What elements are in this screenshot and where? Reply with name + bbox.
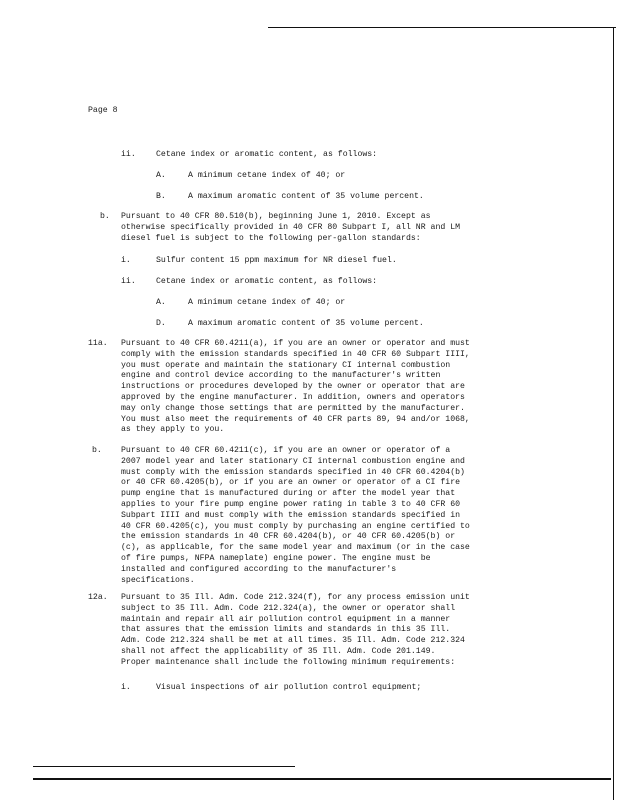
item-b1-paragraph [121, 212, 460, 244]
item-b1-D-number: D. [156, 319, 166, 328]
item-11a-line: engine and control device according to the manufacturer's written [121, 371, 441, 381]
item-12a-line: Pursuant to 35 Ill. Adm. Code 212.324(f), for any process emission unit [121, 593, 470, 602]
item-ii-B-text: A maximum aromatic content of 35 volume percent. [188, 192, 424, 201]
item-b1-A-number: A. [156, 298, 166, 307]
right-edge-rule [613, 27, 614, 800]
item-b2-line: installed and configured according to the manufacturer's [121, 564, 397, 574]
item-b2-line: or 40 CFR 60.4205(b), or if you are an owner or operator of a CI fire [121, 478, 461, 488]
bottom-rule-short [33, 766, 295, 767]
item-11a-line: instructions or procedures developed by the owner or operator that are [121, 382, 465, 392]
item-ii-A-text: A minimum cetane index of 40; or [188, 171, 346, 180]
item-b1-i-number: i. [121, 256, 131, 265]
item-12a-line: that assures that the emission limits and standards in this 35 Ill. [121, 625, 451, 635]
item-b1-D-text: A maximum aromatic content of 35 volume percent. [188, 319, 424, 328]
item-11a-paragraph [121, 339, 470, 436]
item-b2-line: pump engine that is manufactured during or after the model year that [121, 489, 456, 499]
item-12a-i-number: i. [121, 683, 131, 692]
item-11a-line: may only change those settings that are permitted by the manufacturer. [121, 403, 465, 413]
item-b1-number: b. [100, 212, 110, 221]
item-11a-line: approved by the engine manufacturer. In addition, owners and operators [121, 392, 465, 402]
item-b2-line: applies to your fire pump engine power rating in table 3 to 40 CFR 60 [121, 499, 461, 509]
item-b1-ii-number: ii. [121, 277, 136, 286]
item-12a-line: subject to 35 Ill. Adm. Code 212.324(a), the owner or operator shall [121, 603, 456, 613]
item-11a-line: Pursuant to 40 CFR 60.4211(a), if you are an owner or operator and must [121, 339, 470, 348]
item-b2-number: b. [92, 446, 102, 455]
item-12a-line: Proper maintenance shall include the following minimum requirements: [121, 657, 456, 667]
item-b1-A-text: A minimum cetane index of 40; or [188, 298, 346, 307]
item-12a-paragraph [121, 593, 470, 669]
item-12a-number: 12a. [88, 593, 108, 602]
item-b2-paragraph [121, 446, 470, 586]
item-b2-line: must comply with the emission standards specified in 40 CFR 60.4204(b) [121, 467, 465, 477]
item-ii-text: Cetane index or aromatic content, as follows: [156, 150, 378, 159]
item-ii-B-number: B. [156, 192, 166, 201]
item-11a-line: comply with the emission standards specified in 40 CFR 60 Subpart IIII, [121, 349, 470, 359]
top-rule [268, 27, 616, 28]
item-b1-line: otherwise specifically provided in 40 CFR 80 Subpart I, all NR and LM [121, 222, 461, 232]
item-b2-line: (c), as applicable, for the same model year and maximum (or in the case [121, 543, 470, 553]
item-b2-line: Pursuant to 40 CFR 60.4211(c), if you are an owner or operator of a [121, 446, 451, 455]
item-b2-line: of fire pumps, NFPA nameplate) engine power. The engine must be [121, 553, 431, 563]
item-b2-line: specifications. [121, 575, 195, 585]
item-12a-i-text: Visual inspections of air pollution control equipment; [156, 683, 422, 692]
item-b1-ii-text: Cetane index or aromatic content, as follows: [156, 277, 378, 286]
item-11a-line: you must operate and maintain the stationary CI internal combustion [121, 360, 451, 370]
bottom-rule [33, 778, 611, 780]
item-b2-line: 40 CFR 60.4205(c), you must comply by purchasing an engine certified to [121, 521, 470, 531]
item-12a-line: Adm. Code 212.324 shall be met at all times. 35 Ill. Adm. Code 212.324 [121, 636, 465, 646]
item-11a-line: as they apply to you. [121, 425, 225, 435]
item-b2-line: Subpart IIII and must comply with the emission standards specified in [121, 510, 461, 520]
item-11a-line: You must also meet the requirements of 40 CFR parts 89, 94 and/or 1068, [121, 414, 470, 424]
item-12a-line: maintain and repair all air pollution control equipment in a manner [121, 614, 451, 624]
item-b1-line: Pursuant to 40 CFR 80.510(b), beginning June 1, 2010. Except as [121, 212, 431, 221]
item-ii-number: ii. [121, 150, 136, 159]
item-11a-number: 11a. [88, 339, 108, 348]
item-ii-A-number: A. [156, 171, 166, 180]
item-b2-line: 2007 model year and later stationary CI internal combustion engine and [121, 456, 465, 466]
item-b1-line: diesel fuel is subject to the following per-gallon standards: [121, 233, 421, 243]
page-number: Page 8 [88, 106, 118, 115]
item-12a-line: shall not affect the applicability of 35 Ill. Adm. Code 201.149. [121, 646, 436, 656]
item-b2-line: the emission standards in 40 CFR 60.4204(b), or 40 CFR 60.4205(b) or [121, 532, 456, 542]
item-b1-i-text: Sulfur content 15 ppm maximum for NR diesel fuel. [156, 256, 397, 265]
